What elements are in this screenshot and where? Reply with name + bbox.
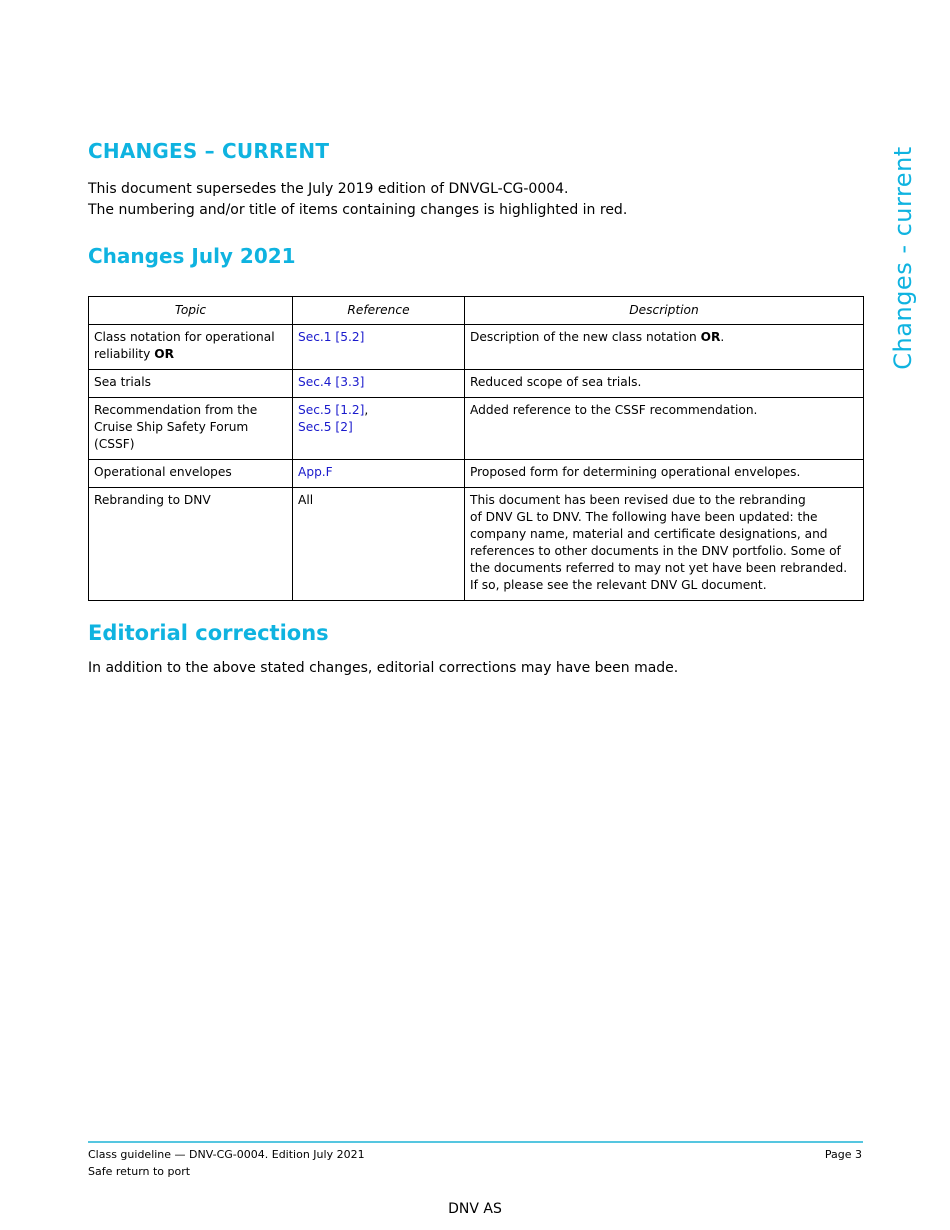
description-line: company name, material and certificate designations, and	[470, 527, 828, 541]
reference-separator: ,	[364, 403, 369, 417]
page-title: CHANGES – CURRENT	[88, 139, 330, 163]
topic-cell: Rebranding to DNV	[89, 488, 293, 601]
table-row	[89, 325, 864, 370]
description-cell	[465, 488, 864, 601]
topic-cell	[89, 325, 293, 370]
description-bold-text: OR	[700, 330, 721, 344]
table-row	[89, 488, 864, 601]
intro-text	[88, 179, 627, 221]
reference-link[interactable]: Sec.5 [1.2]	[298, 403, 365, 417]
table-row	[89, 370, 864, 398]
reference-cell	[293, 460, 465, 488]
reference-cell	[293, 398, 465, 460]
description-line: This document has been revised due to the rebranding	[470, 493, 806, 507]
changes-heading: Changes July 2021	[88, 244, 296, 268]
topic-cell: Sea trials	[89, 370, 293, 398]
reference-link[interactable]: Sec.1 [5.2]	[298, 330, 365, 344]
table-row	[89, 398, 864, 460]
table-header-row	[89, 297, 864, 325]
footer-document-subtitle: Safe return to port	[88, 1165, 191, 1178]
reference-link[interactable]: Sec.4 [3.3]	[298, 375, 365, 389]
reference-link[interactable]: Sec.5 [2]	[298, 420, 353, 434]
footer-company: DNV AS	[448, 1201, 502, 1217]
footer-document-title: Class guideline — DNV-CG-0004. Edition July 2021	[88, 1148, 365, 1161]
page-number: Page 3	[824, 1148, 862, 1161]
reference-link[interactable]: App.F	[298, 465, 333, 479]
description-line: references to other documents in the DNV portfolio. Some of	[470, 544, 841, 558]
description-line: of DNV GL to DNV. The following have been updated: the	[470, 510, 818, 524]
changes-table	[88, 296, 864, 601]
topic-bold-text: OR	[154, 347, 174, 361]
description-text: Description of the new class notation	[470, 330, 697, 344]
description-cell: Added reference to the CSSF recommendation.	[465, 398, 864, 460]
table-row	[89, 460, 864, 488]
topic-cell: Operational envelopes	[89, 460, 293, 488]
editorial-text: In addition to the above stated changes, editorial corrections may have been made.	[88, 660, 679, 676]
description-cell	[465, 325, 864, 370]
editorial-heading: Editorial corrections	[88, 621, 329, 645]
reference-cell	[293, 325, 465, 370]
topic-text: Class notation for operational reliability	[94, 330, 275, 361]
description-cell: Proposed form for determining operational envelopes.	[465, 460, 864, 488]
footer-divider	[88, 1141, 863, 1143]
intro-line: The numbering and/or title of items containing changes is highlighted in red.	[88, 202, 628, 218]
description-line: the documents referred to may not yet have been rebranded.	[470, 561, 848, 575]
reference-cell	[293, 370, 465, 398]
footer-document-info	[88, 1146, 365, 1180]
description-cell: Reduced scope of sea trials.	[465, 370, 864, 398]
column-header-reference: Reference	[293, 297, 465, 325]
topic-cell: Recommendation from the Cruise Ship Safety Forum (CSSF)	[89, 398, 293, 460]
column-header-description: Description	[465, 297, 864, 325]
description-tail: .	[720, 330, 725, 344]
column-header-topic: Topic	[89, 297, 293, 325]
reference-cell: All	[293, 488, 465, 601]
side-section-label: Changes - current	[889, 146, 917, 370]
intro-line: This document supersedes the July 2019 edition of DNVGL-CG-0004.	[88, 181, 569, 197]
description-line: If so, please see the relevant DNV GL document.	[470, 578, 767, 592]
